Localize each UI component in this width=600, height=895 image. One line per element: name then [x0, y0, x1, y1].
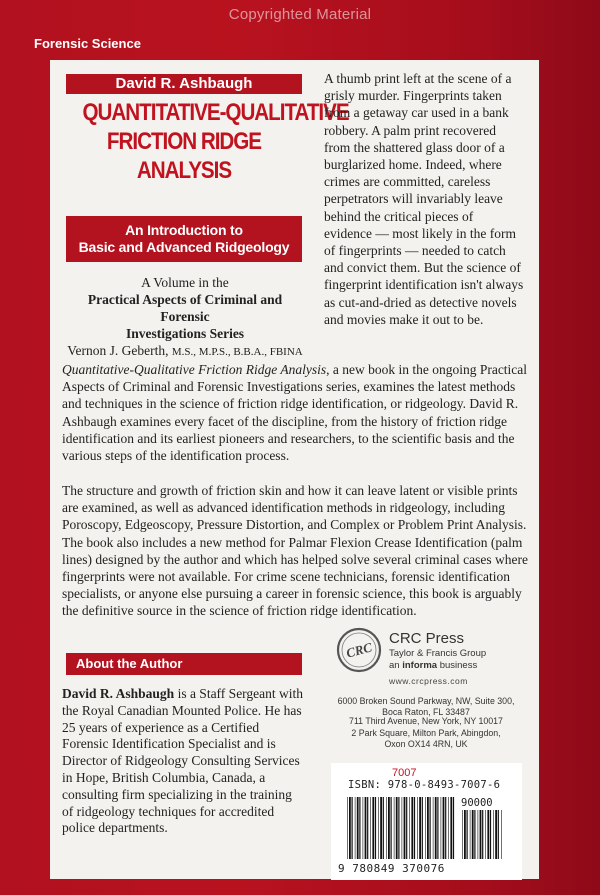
book-title-line-2: FRICTION RIDGE — [106, 128, 262, 155]
business-suffix: business — [437, 660, 478, 671]
publisher-group: Taylor & Francis Group — [389, 648, 487, 659]
about-author-heading: About the Author — [66, 653, 302, 675]
barcode-stripe — [391, 797, 392, 859]
barcode-stripe — [398, 797, 399, 859]
description-paragraph-1 — [62, 361, 528, 464]
barcode-icon — [346, 797, 456, 859]
barcode-stripe — [478, 810, 479, 859]
barcode-stripe — [363, 797, 364, 859]
barcode-stripe — [470, 810, 471, 859]
address-new-york: 711 Third Avenue, New York, NY 10017 — [349, 716, 503, 726]
editor-name: Vernon J. Geberth, — [67, 343, 169, 358]
barcode-stripe — [437, 797, 438, 859]
barcode-stripe — [462, 810, 463, 859]
address-line: Boca Raton, FL 33487 — [382, 707, 470, 717]
barcode-stripe — [474, 810, 475, 859]
about-author-text — [62, 686, 306, 837]
description-paragraph-2: The structure and growth of friction skin and how it can leave latent or visible prints are examined, as well as advanced identification methods in ridgeology, including Poroscopy, Edgeoscopy, Pressure Distortion, and Complex or Problem Print Analysis. The book also includes a new method for Palmar Flexion Crease Identification (palm lines) designed by the author and which has helped solve several criminal cases where fingerprints were not available. For crime scene technicians, forensic identification specialists, or anyone else pursuing a career in forensic science, this book is arguably the definitive source in the science of friction ridge identification. — [62, 483, 528, 619]
barcode-stripe — [433, 797, 434, 859]
book-title-italic: Quantitative-Qualitative Friction Ridge Analysis — [62, 362, 327, 377]
copyright-watermark: Copyrighted Material — [228, 6, 372, 23]
book-title-line-3: ANALYSIS — [136, 157, 232, 184]
barcode-stripe — [367, 797, 368, 859]
barcode-stripe — [417, 797, 418, 859]
author-bio: is a Staff Sergeant with the Royal Canadian Mounted Police. He has 25 years of experience as a Certified Forensic Identification Specialist and is Director of Ridgeology Consulting Services in Hope, British Columbia, Canada, a consulting firm specializing in the training of ridgeology techniques for accredited police departments. — [62, 686, 304, 836]
barcode-stripe — [370, 797, 371, 859]
editor-credentials: M.S., M.P.S., B.B.A., FBINA — [171, 346, 303, 358]
barcode-stripe — [493, 810, 494, 859]
barcode-stripe — [464, 810, 466, 859]
addon-barcode-icon — [461, 810, 505, 859]
barcode-stripe — [352, 797, 353, 859]
book-title-line-1: QUANTITATIVE-QUALITATIVE — [82, 99, 349, 126]
publisher-group-block — [389, 648, 486, 672]
barcode-stripe — [472, 810, 474, 859]
barcode-stripe — [441, 797, 442, 859]
series-name-line-1: Practical Aspects of Criminal and Forensic — [87, 292, 283, 324]
publisher-business — [389, 660, 486, 672]
barcode-stripe — [453, 797, 454, 859]
barcode-stripe — [427, 797, 429, 859]
barcode-stripe — [388, 797, 390, 859]
address-line: 2 Park Square, Milton Park, Abingdon, — [351, 728, 501, 738]
barcode-stripe — [347, 797, 348, 859]
barcode-stripe — [419, 797, 421, 859]
barcode-stripe — [435, 797, 437, 859]
barcode-stripe — [422, 797, 423, 859]
informa-brand: informa — [402, 660, 438, 671]
barcode-stripe — [430, 797, 431, 859]
barcode-stripe — [383, 797, 384, 859]
barcode-stripe — [402, 797, 403, 859]
barcode-stripe — [349, 797, 351, 859]
series-name-line-2: Investigations Series — [125, 326, 245, 341]
barcode-stripe — [467, 810, 468, 859]
paragraph-1-text: , a new book in the ongoing Practical Aspects of Criminal and Forensic Investigations series, examines the latest methods and techniques in the science of friction ridge identification, or ridgeology. David R. Ashbaugh examines every facet of the discipline, from the history of friction ridge identification and its earliest pioneers and researchers, to the scientific basis and the various steps of the identification process. — [62, 362, 528, 464]
price-code: 90000 — [461, 797, 493, 809]
barcode-stripe — [409, 797, 410, 859]
barcode-stripe — [414, 797, 415, 859]
volume-line: A Volume in the — [141, 275, 229, 290]
barcode-stripe — [487, 810, 489, 859]
author-name: David R. Ashbaugh — [66, 74, 302, 94]
publisher-name: CRC Press — [389, 630, 465, 647]
crc-press-logo-icon — [336, 627, 382, 673]
ean-number: 9 780849 370076 — [338, 862, 445, 875]
subtitle-line-1: An Introduction to — [125, 222, 243, 238]
barcode-stripe — [443, 797, 445, 859]
barcode-stripe — [386, 797, 387, 859]
address-line: Oxon OX14 4RN, UK — [384, 739, 468, 749]
barcode-stripe — [482, 810, 483, 859]
address-abingdon — [332, 728, 520, 750]
barcode-stripe — [485, 810, 486, 859]
author-bio-name: David R. Ashbaugh — [62, 686, 175, 701]
barcode-stripe — [495, 810, 497, 859]
crc-logo-text: CRC — [344, 639, 374, 661]
barcode-stripe — [396, 797, 398, 859]
barcode-stripe — [498, 810, 499, 859]
series-info — [62, 274, 308, 361]
barcode-stripe — [450, 797, 452, 859]
subtitle-line-2: Basic and Advanced Ridgeology — [78, 239, 290, 255]
series-tag: Forensic Science — [34, 36, 141, 51]
publisher-url: www.crcpress.com — [389, 676, 468, 686]
business-prefix: an — [389, 660, 403, 671]
barcode-stripe — [355, 797, 356, 859]
barcode-stripe — [394, 797, 395, 859]
intro-column-text: A thumb print left at the scene of a grisly murder. Fingerprints taken from a getaway car used in a bank robbery. A palm print recovered from the shattered glass door of a burglarized home. Indeed, where crimes are committed, careless perpetrators will invariably leave behind the critical pieces of evidence — most likely in the form of fingerprints — needed to catch and convict them. But the science of fingerprint identification isn't always as cut-and-dried as detective novels and movies make it out to be. — [324, 71, 524, 327]
series-editor — [62, 342, 308, 361]
barcode-stripe — [406, 797, 407, 859]
barcode-stripe — [480, 810, 482, 859]
barcode-stripe — [378, 797, 379, 859]
isbn-text: ISBN: 978-0-8493-7007-6 — [348, 779, 501, 791]
barcode-stripe — [357, 797, 359, 859]
barcode-stripe — [375, 797, 376, 859]
barcode-stripe — [490, 810, 491, 859]
product-code: 7007 — [392, 767, 417, 779]
barcode-stripe — [448, 797, 449, 859]
barcode-stripe — [411, 797, 413, 859]
barcode-stripe — [365, 797, 367, 859]
barcode-stripe — [425, 797, 426, 859]
address-boca-raton — [332, 696, 520, 718]
barcode-stripe — [501, 810, 502, 859]
barcode-stripe — [445, 797, 446, 859]
barcode-stripe — [404, 797, 406, 859]
address-line: 6000 Broken Sound Parkway, NW, Suite 300, — [337, 696, 515, 706]
barcode-stripe — [380, 797, 382, 859]
barcode-stripe — [359, 797, 360, 859]
barcode-stripe — [372, 797, 374, 859]
subtitle-banner — [66, 216, 302, 262]
